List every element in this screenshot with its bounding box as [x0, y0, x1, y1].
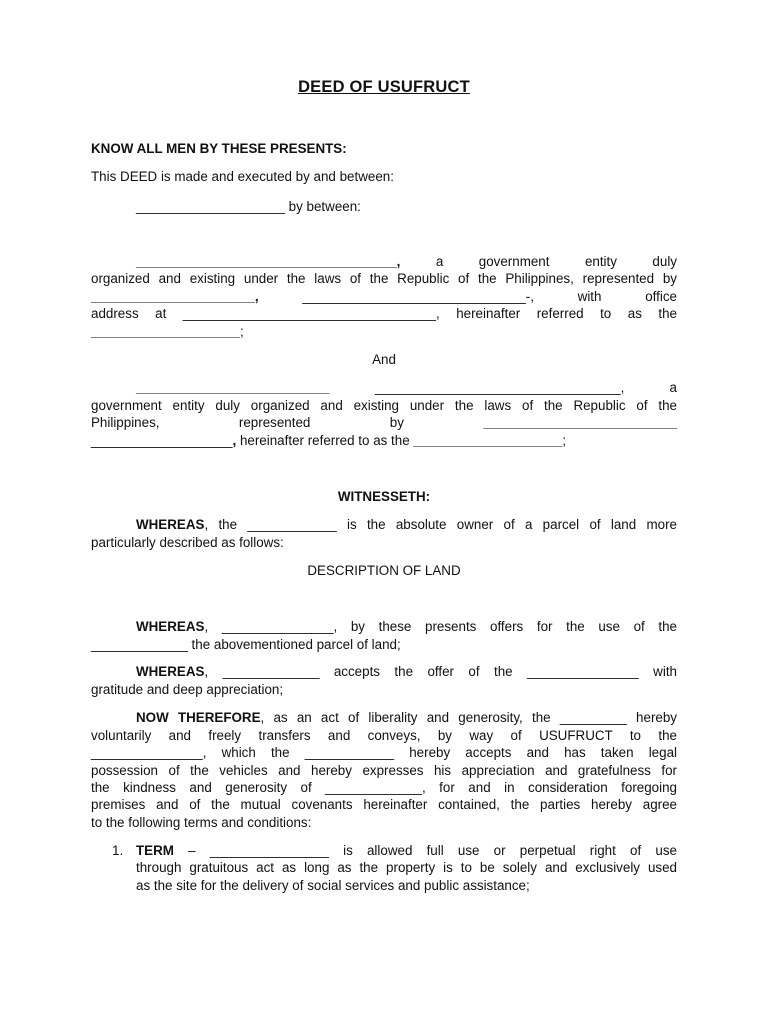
know-all-heading: KNOW ALL MEN BY THESE PRESENTS: — [91, 141, 347, 156]
now-therefore-line-6: premises and of the mutual covenants hereinafter contained, the parties hereby agree — [91, 797, 677, 812]
first-party-line-3 — [91, 288, 677, 306]
first-party-line-5-end: ; — [239, 324, 244, 339]
second-party-blank: __________________________ — [136, 380, 330, 395]
first-party-line-5 — [91, 323, 677, 341]
second-party-referred-blank: ____________________ — [413, 433, 563, 448]
whereas-3-text: , _____________ accepts the offer of the _______________ with — [204, 664, 677, 679]
whereas-3-label: WHEREAS — [136, 664, 205, 679]
second-party-line-4-text: hereinafter referred to as the — [236, 433, 414, 448]
now-therefore-line-3: _______________, which the ____________ hereby accepts and has taken legal — [91, 745, 677, 760]
whereas-1-line-1 — [136, 516, 677, 534]
whereas-2-text: , _______________, by these presents offers for the use of the — [204, 619, 677, 634]
now-therefore-line-7: to the following terms and conditions: — [91, 815, 312, 830]
second-party-line-4-end: ; — [562, 433, 567, 448]
witnesseth-heading: WITNESSETH: — [337, 489, 431, 504]
second-party-line-1-text: _________________________________, a — [329, 380, 677, 395]
now-therefore-text: , as an act of liberality and generosity, the _________ hereby — [260, 710, 678, 725]
whereas-3-line-1 — [136, 663, 677, 681]
now-therefore-line-1 — [136, 709, 677, 727]
first-party-line-1 — [136, 253, 677, 271]
representative-blank: ______________________, — [91, 289, 259, 304]
term-line-2: through gratuitous act as long as the property is to be solely and exclusively used — [136, 860, 677, 875]
term-line-1 — [136, 842, 677, 860]
term-text: – ________________ is allowed full use or perpetual right of use — [173, 843, 677, 858]
first-party-blank: ___________________________________, — [136, 254, 401, 269]
now-therefore-line-2: voluntarily and freely transfers and conveys, by way of USUFRUCT to the — [91, 728, 677, 743]
first-party-line-4: address at __________________________________, hereinafter referred to as the — [91, 306, 677, 321]
first-party-line-2: organized and existing under the laws of the Republic of the Philippines, represented by — [91, 271, 677, 286]
term-line-3: as the site for the delivery of social services and public assistance; — [136, 878, 530, 893]
second-party-line-4-blank: ___________________ — [91, 433, 233, 448]
intro-text: This DEED is made and executed by and between: — [91, 169, 394, 184]
whereas-1-line-2: particularly described as follows: — [91, 535, 284, 550]
first-party-line-1-text: a government entity duly — [400, 254, 677, 269]
second-party-line-3-text: Philippines, represented by — [91, 415, 404, 430]
whereas-2-label: WHEREAS — [136, 619, 205, 634]
document-title: DEED OF USUFRUCT — [298, 78, 470, 96]
second-party-line-1 — [136, 379, 677, 397]
whereas-3-line-2: gratitude and deep appreciation; — [91, 682, 284, 697]
second-party-line-2: government entity duly organized and existing under the laws of the Republic of the — [91, 398, 677, 413]
second-party-line-4 — [91, 432, 677, 450]
whereas-1-text: , the ____________ is the absolute owner of a parcel of land more — [204, 517, 677, 532]
first-party-line-3-text: ______________________________-, with office — [258, 289, 677, 304]
now-therefore-label: NOW THEREFORE — [136, 710, 261, 725]
description-of-land: DESCRIPTION OF LAND — [307, 563, 461, 578]
whereas-1-label: WHEREAS — [136, 517, 205, 532]
now-therefore-line-5: the kindness and generosity of _____________, for and in consideration foregoing — [91, 780, 677, 795]
first-party-referred-blank: ____________________ — [91, 324, 240, 339]
whereas-2-line-2: _____________ the abovementioned parcel of land; — [91, 637, 401, 652]
party-line: ____________________ by between: — [136, 199, 361, 214]
now-therefore-line-4: possession of the vehicles and hereby expresses his appreciation and gratefulness for — [91, 763, 677, 778]
and-separator: And — [372, 352, 396, 367]
whereas-2-line-1 — [136, 618, 677, 636]
list-number: 1. — [112, 843, 124, 858]
term-label: TERM — [136, 843, 174, 858]
second-party-line-4-comma: , — [232, 433, 237, 448]
second-party-line-3 — [91, 414, 677, 432]
second-party-representative-blank: __________________________ — [483, 415, 677, 430]
